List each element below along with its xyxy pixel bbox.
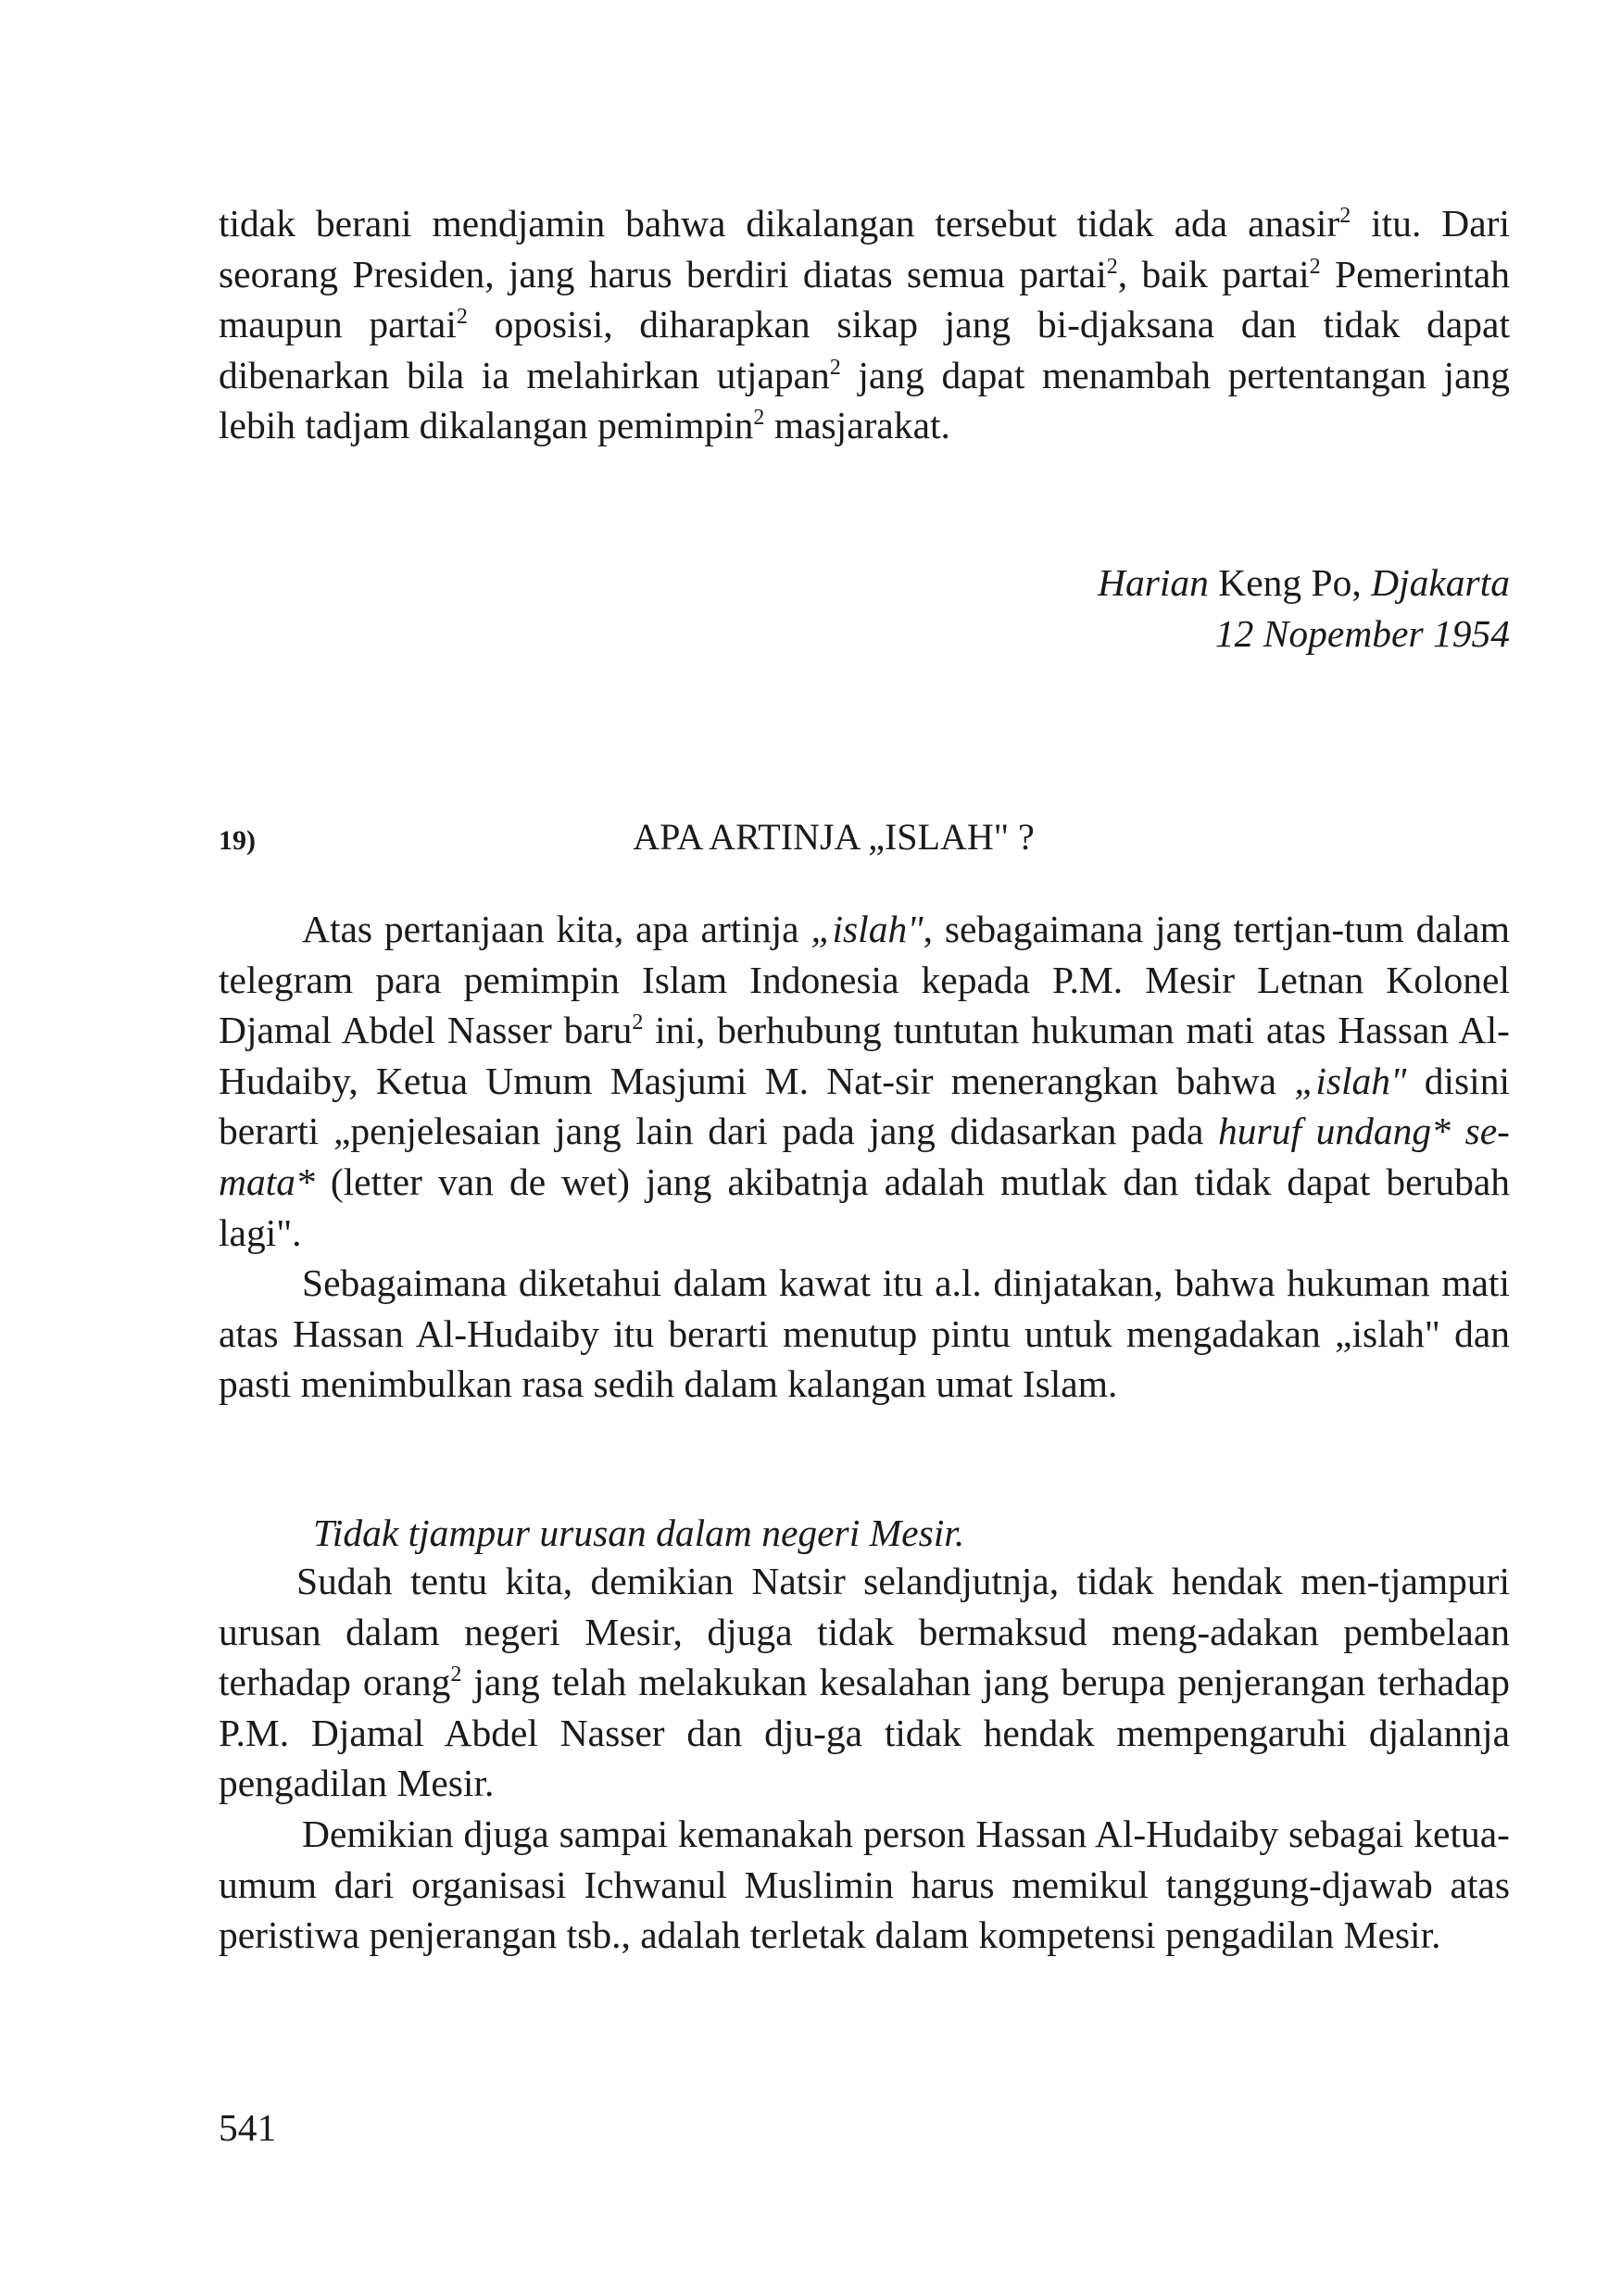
- intro-text: [219, 198, 1510, 451]
- source-publication-type: Harian: [1098, 561, 1209, 604]
- article-number: 19): [219, 825, 256, 856]
- source-publication-name: Keng Po,: [1208, 561, 1372, 604]
- superscript-marker: 2: [1339, 204, 1351, 229]
- article-body-part-1: [219, 904, 1510, 1410]
- section-subheading: Tidak tjampur urusan dalam negeri Mesir.: [313, 1512, 965, 1554]
- superscript-marker: 2: [829, 355, 841, 380]
- text-run: ini, berhubung tuntutan hukuman mati atas Hassan Al-Hudaiby, Ketua Umum Masjumi M. Nat-sir menerangkan bahwa: [219, 1009, 1510, 1102]
- text-run: , baik partai: [1117, 252, 1310, 295]
- page-number: 541: [219, 2106, 277, 2149]
- text-run: itu. Dari seorang Presiden, jang harus berdiri diatas semua partai: [219, 202, 1510, 295]
- text-run: Atas pertanjaan kita, apa artinja: [302, 908, 811, 950]
- source-date: 12 Nopember 1954: [1214, 612, 1510, 655]
- paragraph-4: Demikian djuga sampai kemanakah person Hassan Al-Hudaiby sebagai ketua-umum dari organisasi Ichwanul Muslimin harus memikul tanggung-djawab atas peristiwa penjerangan tsb., adalah terletak dalam kompetensi pengadilan Mesir.: [219, 1812, 1510, 1957]
- text-run: Sudah tentu kita, demikian Natsir selandjutnja, tidak hendak men-tjampuri urusan dalam negeri Mesir, djuga tidak bermaksud meng-adakan pembelaan terhadap orang: [219, 1560, 1510, 1704]
- paragraph-2: Sebagaimana diketahui dalam kawat itu a.l. dinjatakan, bahwa hukuman mati atas Hassan Al-Hudaiby itu berarti menutup pintu untuk mengadakan „islah" dan pasti menimbulkan rasa sedih dalam kalangan umat Islam.: [219, 1261, 1510, 1406]
- text-run: tidak berani mendjamin bahwa dikalangan tersebut tidak ada anasir: [219, 202, 1340, 245]
- italic-term: „islah": [1294, 1059, 1407, 1102]
- superscript-marker: 2: [753, 406, 765, 431]
- source-line-1: [1098, 558, 1510, 609]
- intro-paragraph: [219, 198, 1510, 451]
- italic-term: „islah": [810, 908, 924, 950]
- superscript-marker: 2: [1309, 254, 1321, 279]
- source-citation: [1098, 558, 1510, 659]
- paragraph-1: [219, 904, 1510, 1258]
- text-run: masjarakat.: [764, 404, 950, 447]
- text-run: oposisi, diharapkan sikap jang bi-djaksana dan tidak dapat dibenarkan bila ia melahirkan utjapan: [219, 303, 1510, 396]
- text-run: , sebagaimana jang tertjan-tum dalam telegram para pemimpin Islam Indonesia kepada P.M. Mesir Letnan Kolonel Djamal Abdel Nasser baru: [219, 908, 1510, 1052]
- paragraph-3: [219, 1556, 1510, 1809]
- italic-term: huruf undang* se-mata*: [219, 1110, 1510, 1203]
- text-run: (letter van de wet) jang akibatnja adalah mutlak dan tidak dapat berubah lagi".: [219, 1160, 1510, 1254]
- text-run: jang dapat menambah pertentangan jang lebih tadjam dikalangan pemimpin: [219, 353, 1510, 447]
- article-title: APA ARTINJA „ISLAH" ?: [633, 816, 1035, 858]
- text-run: disini berarti „penjelesaian jang lain dari pada jang didasarkan pada: [219, 1059, 1510, 1153]
- superscript-marker: 2: [632, 1010, 644, 1035]
- superscript-marker: 2: [456, 305, 468, 330]
- superscript-marker: 2: [1106, 254, 1118, 279]
- text-run: Pemerintah maupun partai: [219, 252, 1511, 346]
- source-city: Djakarta: [1371, 561, 1510, 604]
- article-body-part-2: [219, 1556, 1510, 1961]
- text-run: jang telah melakukan kesalahan jang berupa penjerangan terhadap P.M. Djamal Abdel Nasser dan dju-ga tidak hendak mempengaruhi djalannja pengadilan Mesir.: [219, 1661, 1510, 1805]
- superscript-marker: 2: [450, 1662, 462, 1687]
